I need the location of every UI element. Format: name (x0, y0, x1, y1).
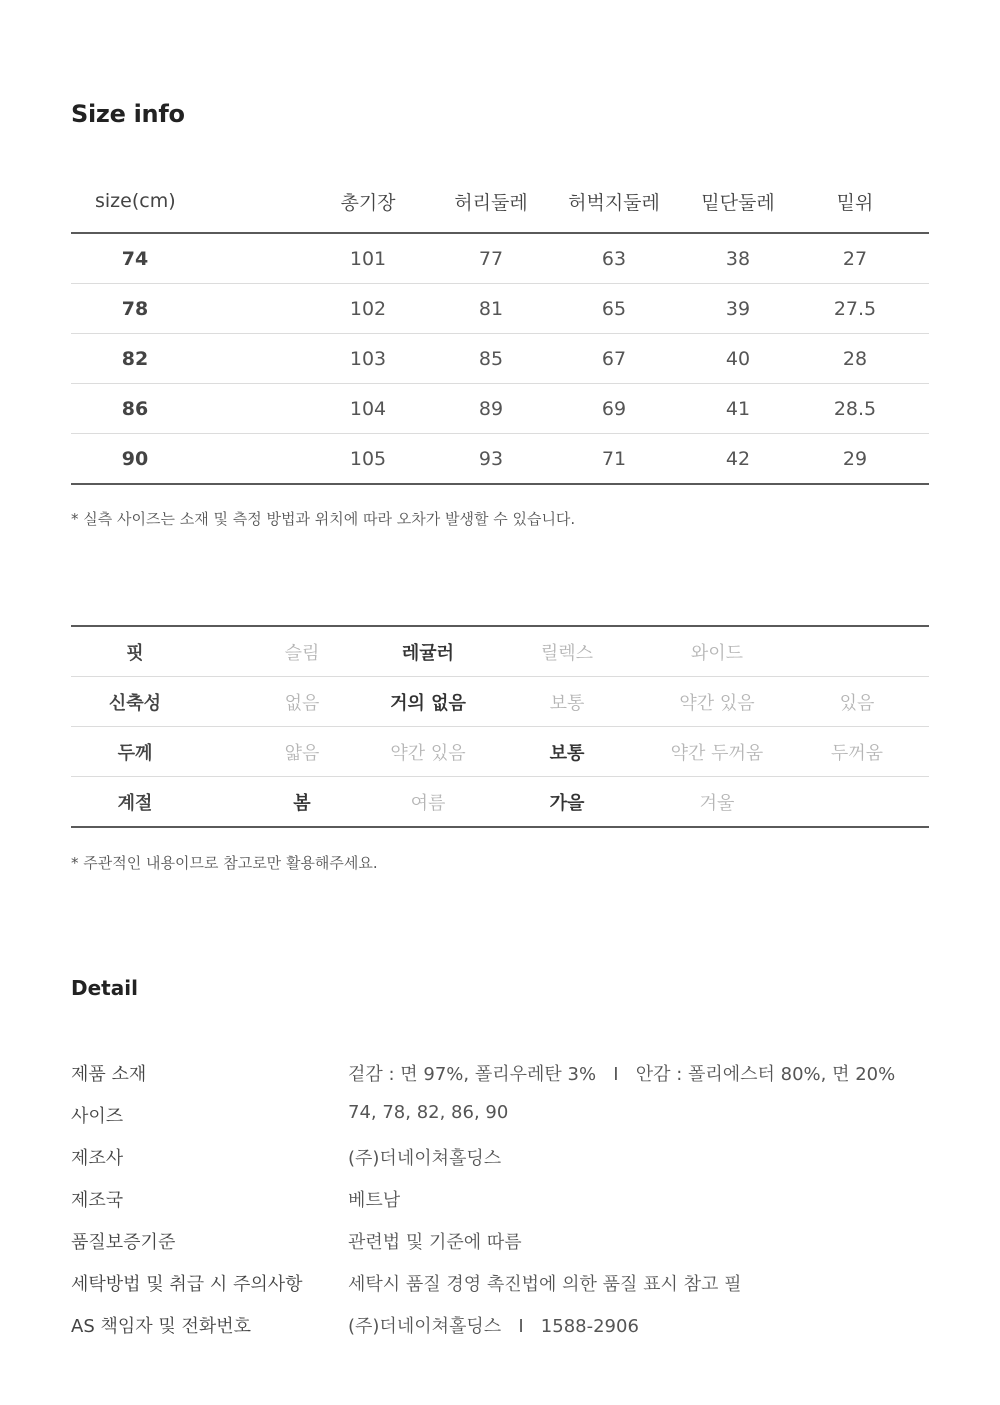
thickness-option: 보통 (549, 742, 585, 764)
season-option: 가을 (549, 792, 585, 814)
detail-value: 겉감 : 면 97%, 폴리우레탄 3% I 안감 : 폴리에스터 80%, 면 20% (348, 1064, 896, 1085)
detail-value: (주)더네이쳐홀딩스 I 1588-2906 (348, 1316, 639, 1337)
thickness-option: 두꺼움 (830, 742, 884, 764)
detail-title: Detail (71, 976, 138, 1000)
thigh-cell: 67 (601, 347, 627, 370)
elasticity-option: 없음 (284, 692, 320, 714)
elasticity-option: 보통 (549, 692, 585, 714)
list-item (71, 1304, 929, 1346)
size-table-header (71, 170, 929, 234)
header-rise: 밑위 (836, 191, 874, 214)
elasticity-label: 신축성 (108, 692, 162, 714)
fit-label: 핏 (126, 642, 144, 664)
detail-label: 품질보증기준 (71, 1232, 176, 1253)
thickness-option: 약간 두꺼움 (670, 742, 764, 764)
thickness-label: 두께 (117, 742, 153, 764)
fit-option: 레귤러 (401, 642, 455, 664)
detail-value: 베트남 (348, 1190, 401, 1211)
detail-label: 제조사 (71, 1148, 124, 1169)
detail-label: 제품 소재 (71, 1064, 147, 1085)
waist-cell: 93 (478, 447, 504, 470)
season-option: 겨울 (699, 792, 735, 814)
header-size: size(cm) (95, 190, 176, 212)
total-length-cell: 101 (349, 247, 387, 270)
waist-cell: 89 (478, 397, 504, 420)
list-item (71, 1220, 929, 1262)
fit-option: 릴렉스 (540, 642, 594, 664)
table-row (71, 234, 929, 284)
hem-cell: 41 (725, 397, 751, 420)
table-row (71, 334, 929, 384)
size-cell: 90 (121, 447, 149, 470)
total-length-cell: 105 (349, 447, 387, 470)
rise-cell: 28.5 (833, 397, 877, 420)
header-total-length: 총기장 (340, 191, 396, 214)
thickness-option: 약간 있음 (390, 742, 466, 764)
header-hem: 밑단둘레 (701, 191, 775, 214)
thickness-option: 얇음 (284, 742, 320, 764)
rise-cell: 27 (842, 247, 868, 270)
season-label: 계절 (117, 792, 153, 814)
total-length-cell: 103 (349, 347, 387, 370)
waist-cell: 77 (478, 247, 504, 270)
hem-cell: 40 (725, 347, 751, 370)
size-cell: 78 (121, 297, 149, 320)
fit-row-fit (71, 627, 929, 677)
detail-label: 제조국 (71, 1190, 124, 1211)
season-option: 여름 (410, 792, 446, 814)
fit-option (807, 627, 907, 676)
rise-cell: 27.5 (833, 297, 877, 320)
rise-cell: 29 (842, 447, 868, 470)
waist-cell: 81 (478, 297, 504, 320)
detail-value: 74, 78, 82, 86, 90 (348, 1102, 509, 1123)
detail-label: AS 책임자 및 전화번호 (71, 1316, 252, 1337)
rise-cell: 28 (842, 347, 868, 370)
thigh-cell: 69 (601, 397, 627, 420)
detail-value: 세탁시 품질 경영 촉진법에 의한 품질 표시 참고 필 (348, 1274, 742, 1295)
detail-label: 사이즈 (71, 1106, 124, 1127)
thigh-cell: 65 (601, 297, 627, 320)
size-cell: 74 (121, 247, 149, 270)
size-note: * 실측 사이즈는 소재 및 측정 방법과 위치에 따라 오차가 발생할 수 있습니다. (71, 510, 576, 528)
table-row (71, 384, 929, 434)
size-info-title: Size info (71, 100, 185, 128)
detail-label: 세탁방법 및 취급 시 주의사항 (71, 1274, 303, 1295)
list-item (71, 1136, 929, 1178)
fit-row-season (71, 777, 929, 828)
size-cell: 82 (121, 347, 149, 370)
detail-value: 관련법 및 기준에 따름 (348, 1232, 522, 1253)
season-option: 봄 (293, 792, 311, 814)
size-table (71, 170, 929, 485)
hem-cell: 39 (725, 297, 751, 320)
fit-row-thickness (71, 727, 929, 777)
thigh-cell: 63 (601, 247, 627, 270)
fit-table (71, 625, 929, 828)
hem-cell: 42 (725, 447, 751, 470)
header-waist: 허리둘레 (454, 191, 528, 214)
thigh-cell: 71 (601, 447, 627, 470)
waist-cell: 85 (478, 347, 504, 370)
hem-cell: 38 (725, 247, 751, 270)
fit-row-elasticity (71, 677, 929, 727)
table-row (71, 284, 929, 334)
fit-note: * 주관적인 내용이므로 참고로만 활용해주세요. (71, 854, 378, 872)
total-length-cell: 104 (349, 397, 387, 420)
detail-list (71, 1052, 929, 1346)
list-item (71, 1052, 929, 1094)
elasticity-option: 있음 (839, 692, 875, 714)
elasticity-option: 거의 없음 (390, 692, 466, 714)
list-item (71, 1262, 929, 1304)
fit-option: 슬림 (284, 642, 320, 664)
season-option (807, 777, 907, 826)
detail-value: (주)더네이쳐홀딩스 (348, 1148, 502, 1169)
total-length-cell: 102 (349, 297, 387, 320)
elasticity-option: 약간 있음 (679, 692, 755, 714)
table-row (71, 434, 929, 485)
list-item (71, 1178, 929, 1220)
fit-option: 와이드 (690, 642, 744, 664)
header-thigh: 허벅지둘레 (568, 191, 660, 214)
size-cell: 86 (121, 397, 149, 420)
list-item (71, 1094, 929, 1136)
